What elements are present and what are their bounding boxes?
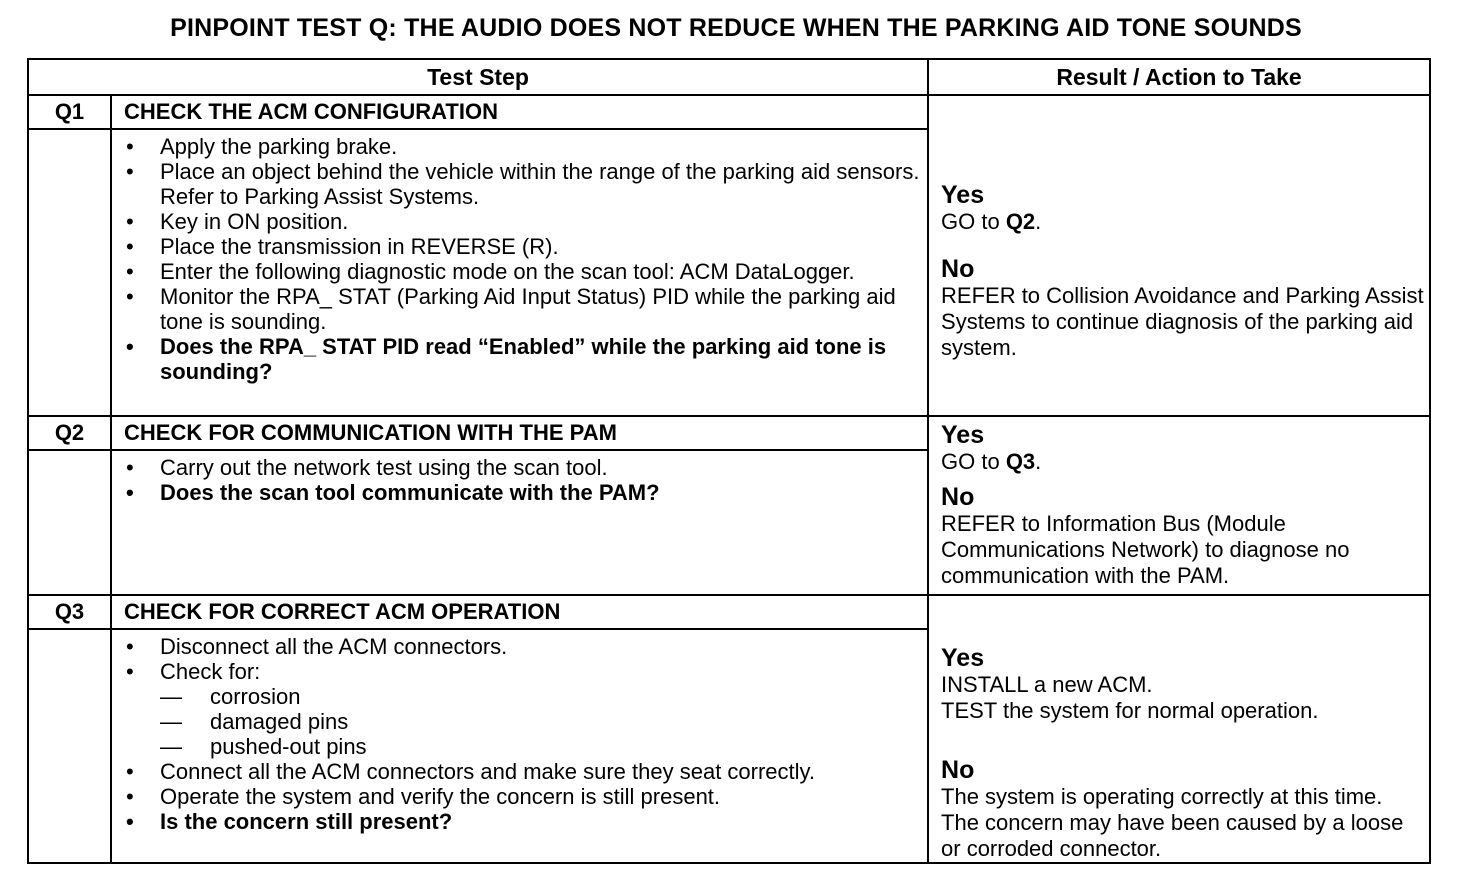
dash-glyph: — (160, 734, 182, 759)
result-cell (928, 416, 1430, 595)
yes-action-line: TEST the system for normal operation. (941, 698, 1319, 723)
result-cell (928, 95, 1430, 416)
blank-cell (28, 450, 111, 595)
dash-glyph: — (160, 709, 182, 734)
list-item: • Check for: (126, 659, 927, 684)
list-item: • Key in ON position. (126, 209, 927, 234)
no-label: No (941, 756, 975, 784)
list-item: • Monitor the RPA_ STAT (Parking Aid Input Status) PID while the parking aid tone is sounding. (126, 284, 927, 334)
list-subitem: — damaged pins (160, 709, 349, 734)
step-title: CHECK FOR COMMUNICATION WITH THE PAM (111, 416, 928, 450)
table-header-row (28, 59, 1430, 95)
blank-cell (28, 129, 111, 416)
list-item: • Operate the system and verify the concern is still present. (126, 784, 927, 809)
no-action: REFER to Information Bus (Module Communications Network) to diagnose no communication with the PAM. (941, 511, 1350, 588)
list-subitem: — pushed-out pins (160, 734, 367, 759)
dash-glyph: — (160, 684, 182, 709)
list-item: • Is the concern still present? (126, 809, 927, 834)
table-row (28, 416, 1430, 450)
yes-action: GO to Q3. (941, 449, 1042, 474)
step-title: CHECK FOR CORRECT ACM OPERATION (111, 595, 928, 629)
pinpoint-test-table (27, 58, 1431, 864)
header-result: Result / Action to Take (928, 59, 1430, 95)
yes-action-line: INSTALL a new ACM. (941, 672, 1153, 697)
list-item: • Carry out the network test using the scan tool. (126, 455, 927, 480)
step-items (111, 629, 928, 863)
step-items (111, 450, 928, 595)
list-item: • Disconnect all the ACM connectors. (126, 634, 927, 659)
yes-label: Yes (941, 180, 985, 209)
no-action: REFER to Collision Avoidance and Parking Assist Systems to continue diagnosis of the parking aid system. (941, 282, 1424, 360)
yes-label: Yes (941, 421, 985, 449)
blank-cell (28, 629, 111, 863)
result-cell (928, 595, 1430, 863)
list-item: • Connect all the ACM connectors and make sure they seat correctly. (126, 759, 927, 784)
page-title: PINPOINT TEST Q: THE AUDIO DOES NOT REDUCE WHEN THE PARKING AID TONE SOUNDS (170, 14, 1302, 42)
step-title: CHECK THE ACM CONFIGURATION (111, 95, 928, 129)
list-subitem: — corrosion (160, 684, 301, 709)
list-item: • Place the transmission in REVERSE (R). (126, 234, 927, 259)
table-row (28, 95, 1430, 129)
no-label: No (941, 254, 975, 283)
step-id: Q1 (28, 95, 111, 129)
step-id: Q3 (28, 595, 111, 629)
yes-label: Yes (941, 644, 985, 672)
no-label: No (941, 483, 975, 511)
list-item: • Apply the parking brake. (126, 134, 927, 159)
step-items (111, 129, 928, 416)
step-id: Q2 (28, 416, 111, 450)
header-test-step: Test Step (28, 59, 928, 95)
table-row (28, 595, 1430, 629)
yes-action: GO to Q2. (941, 208, 1042, 234)
list-item: • Enter the following diagnostic mode on the scan tool: ACM DataLogger. (126, 259, 927, 284)
list-item: • Does the RPA_ STAT PID read “Enabled” while the parking aid tone is sounding? (126, 334, 927, 384)
list-item: • Place an object behind the vehicle within the range of the parking aid sensors. Refer to Parking Assist Systems. (126, 159, 927, 209)
list-item: • Does the scan tool communicate with the PAM? (126, 480, 927, 505)
no-action: The system is operating correctly at this time. The concern may have been caused by a loose or corroded connector. (941, 784, 1404, 861)
